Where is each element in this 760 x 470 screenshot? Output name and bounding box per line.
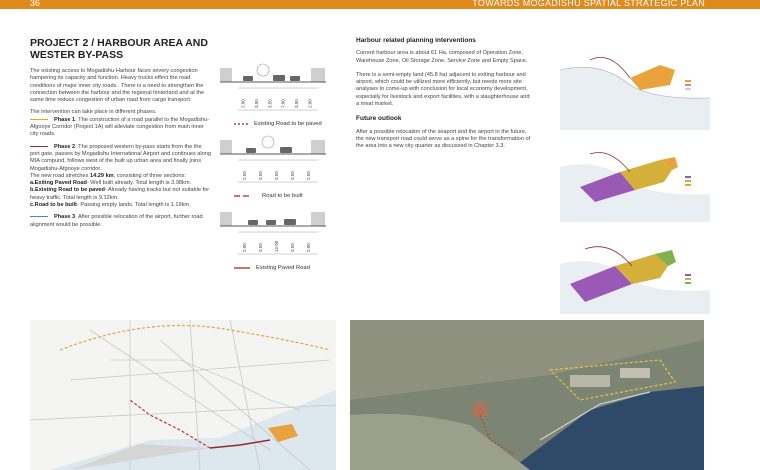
- section-c-label: c.Road to be built: [30, 202, 77, 209]
- harbour-aerial-photo: [350, 320, 704, 470]
- harbour-p1: Current harbour area is about 61 Ha, composed of Operation Zone, Warehouse Zone, Oil Storage Zone, Service Zone and Empty Space.: [356, 50, 528, 64]
- phase1-label: Phase 1: [54, 116, 76, 123]
- section-title: PROJECT 2 / HARBOUR AREA AND WESTER BY-PASS: [30, 37, 208, 61]
- phase3-line-icon: [30, 216, 48, 217]
- phase2-paragraph: [30, 144, 212, 210]
- document-title: TOWARDS MOGADISHU SPATIAL STRATEGIC PLAN: [472, 0, 705, 8]
- cross-section-a-label: Existing Road to be paved: [254, 121, 322, 127]
- harbour-text: [356, 37, 534, 158]
- phase2-label: Phase 2: [54, 143, 76, 150]
- road-length-suffix: , consisting of three sections:: [113, 172, 186, 179]
- dimension-label: 2.00: [307, 99, 313, 108]
- cross-section-b-label: Road to be built: [262, 193, 303, 199]
- page-number: 36: [30, 0, 41, 8]
- harbour-p2: There is a semi-empty land (45.8 ha) adjacent to exiting harbour and airport, which could be utilized more efficiently, but needs more site analyses to come-up with conclusion for local economy development, especially for livestock and export facilities, with a slaughterhouse and a meat market.: [356, 71, 530, 108]
- cross-section-c: [218, 206, 333, 278]
- phase3-label: Phase 3: [54, 214, 76, 221]
- section-b-label: b.Existing Road to be paved: [30, 187, 105, 194]
- dimension-label: 3.50: [294, 99, 299, 108]
- project-description: [30, 68, 212, 234]
- phases-intro-text: The intervention can take place in different phases.: [30, 109, 157, 116]
- phases-intro: [30, 109, 212, 138]
- dimension-label: 2.00: [306, 243, 311, 252]
- harbour-map-1: [560, 40, 710, 130]
- section-b-text: - Already having tracks but not suitable for heavy traffic. Total length is 9.12km.: [30, 187, 210, 201]
- future-heading: Future outlook: [356, 115, 402, 123]
- section-c-text: - Passing empty lands. Total length is 1.19km.: [76, 202, 191, 209]
- dimension-label: 3.50: [274, 171, 279, 180]
- dimension-label: 3.50: [258, 171, 263, 180]
- road-cross-sections: [218, 62, 333, 278]
- phase2-text: . The proposed western by-pass starts from the the port gate, passes by Mogadishu International Airport and continues along MIA compund, follows west of the built up urban area and finally joins Mogadishu-Afgooye corridor.: [30, 143, 211, 172]
- dimension-label: 2.50: [242, 171, 247, 180]
- dimension-label: 3.50: [254, 99, 259, 108]
- dimension-label: 2.50: [306, 171, 311, 180]
- dimension-label: 2.00: [240, 99, 246, 108]
- harbour-map-3: [560, 224, 710, 314]
- road-length-value: 14.29 km: [90, 172, 114, 179]
- cross-section-b: [218, 134, 333, 206]
- dimension-label: 3.50: [267, 99, 273, 108]
- cross-section-a: [218, 62, 333, 134]
- phase1-line-icon: [30, 119, 48, 120]
- cross-section-c-label: Existing Paved Road: [256, 265, 310, 271]
- section-a-text: - Well built already. Total length is 3.98km.: [86, 180, 192, 187]
- header-bar: [0, 0, 760, 9]
- harbour-phase-maps: [560, 40, 710, 316]
- road-length-prefix: The new road stretches: [30, 172, 91, 179]
- harbour-heading: Harbour related planning interventions: [356, 37, 476, 44]
- phase3-paragraph: [30, 214, 212, 229]
- phase1-text: . The construction of a road parallel to the Mogadishu-Afgooye Corridor (Project 1A) will alleviate congestion from main inner city roads.: [30, 116, 210, 138]
- bypass-route-map: [30, 320, 336, 470]
- harbour-map-2: [560, 132, 710, 222]
- phase2-line-icon: [30, 146, 48, 147]
- section-a-label: a.Exiting Paved Road: [30, 180, 87, 187]
- dimension-label: 7.00: [280, 99, 286, 108]
- phase3-text: . After possible relocation of the airport, further road alignment would be possible.: [30, 214, 203, 228]
- dimension-label: 3.50: [258, 243, 263, 252]
- dimension-label: 3.50: [290, 171, 295, 180]
- dimension-label: 2.00: [242, 243, 247, 252]
- intro-paragraph: The existing access to Mogadishu Harbour faces severy congestion hampering its capacity and function. Heavy trucks effect the road conditions of major inner city roads . There is a need to strengthen the connection between the harbour and the regional hinterland and at the same time reduce congestion of urban road from cargo transport.: [30, 68, 205, 104]
- dimension-label: 3.50: [290, 243, 295, 252]
- dimension-label: 12.00: [274, 240, 279, 252]
- future-p1: After a possible relocation of the seaport and the airport in the future, the new transport road could serve as a spine for the transformation of the area into a new city quarter as discussed in Chapter 3.3.: [356, 128, 531, 150]
